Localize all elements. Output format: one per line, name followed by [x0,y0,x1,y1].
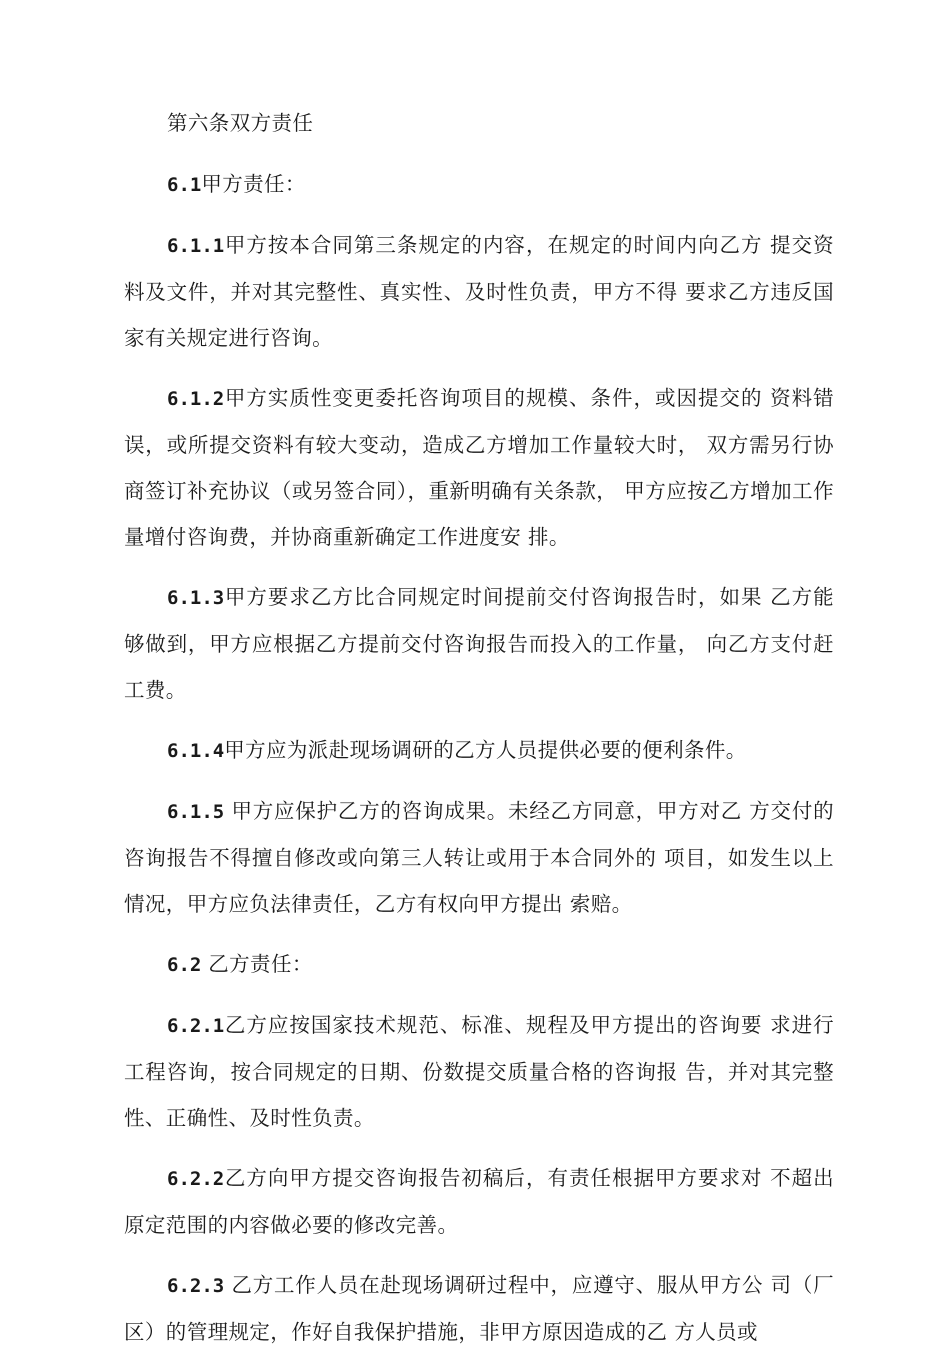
clause-number: 6.2.2 [167,1168,225,1190]
clause-text: 甲方实质性变更委托咨询项目的规模、条件，或因提交的 资料错误，或所提交资料有较大变动，造成乙方增加工作量较大时， 双方需另行协商签订补充协议（或另签合同），重新明确有关条款， 甲方应按乙方增加工作量增付咨询费，并协商重新确定工作进度安 排。 [124,386,834,549]
clause-6-1-3 [124,574,834,713]
clause-number: 6.2.1 [167,1015,225,1037]
clause-number: 6.1.4 [167,740,225,762]
document-page [124,100,834,1369]
clause-number: 6.2.3 [167,1275,225,1297]
clause-number: 6.1.2 [167,388,225,410]
clause-6-2 [124,941,834,988]
clause-6-2-2 [124,1155,834,1248]
article-heading [124,100,834,147]
clause-6-1 [124,161,834,208]
clause-text: 第六条双方责任 [167,111,314,135]
clause-text: 甲方应保护乙方的咨询成果。未经乙方同意，甲方对乙 方交付的咨询报告不得擅自修改或向第三人转让或用于本合同外的 项目，如发生以上情况，甲方应负法律责任，乙方有权向甲方提出 索赔。 [124,799,834,916]
clause-text: 甲方责任： [201,172,306,196]
clause-text: 甲方按本合同第三条规定的内容，在规定的时间内向乙方 提交资料及文件，并对其完整性、真实性、及时性负责，甲方不得 要求乙方违反国家有关规定进行咨询。 [124,233,834,350]
clause-text: 甲方应为派赴现场调研的乙方人员提供必要的便利条件。 [224,738,747,762]
clause-text: 乙方责任： [201,952,313,976]
clause-6-1-4 [124,727,834,774]
clause-text: 乙方工作人员在赴现场调研过程中，应遵守、服从甲方公 司（厂区）的管理规定，作好自我保护措施，非甲方原因造成的乙 方人员或 [124,1273,834,1344]
clause-6-1-5 [124,788,834,927]
clause-6-1-2 [124,375,834,560]
clause-text: 甲方要求乙方比合同规定时间提前交付咨询报告时，如果 乙方能够做到，甲方应根据乙方提前交付咨询报告而投入的工作量， 向乙方支付赶工费。 [124,585,834,702]
clause-number: 6.1.5 [167,801,225,823]
clause-number: 6.1.3 [167,587,225,609]
clause-6-2-3 [124,1262,834,1355]
clause-number: 6.1.1 [167,235,225,257]
clause-6-1-1 [124,222,834,361]
clause-6-2-1 [124,1002,834,1141]
clause-text: 乙方向甲方提交咨询报告初稿后，有责任根据甲方要求对 不超出原定范围的内容做必要的修改完善。 [124,1166,834,1237]
clause-number: 6.2 [167,954,202,976]
clause-text: 乙方应按国家技术规范、标准、规程及甲方提出的咨询要 求进行工程咨询，按合同规定的日期、份数提交质量合格的咨询报 告，并对其完整性、正确性、及时性负责。 [124,1013,834,1130]
clause-number: 6.1 [167,174,202,196]
